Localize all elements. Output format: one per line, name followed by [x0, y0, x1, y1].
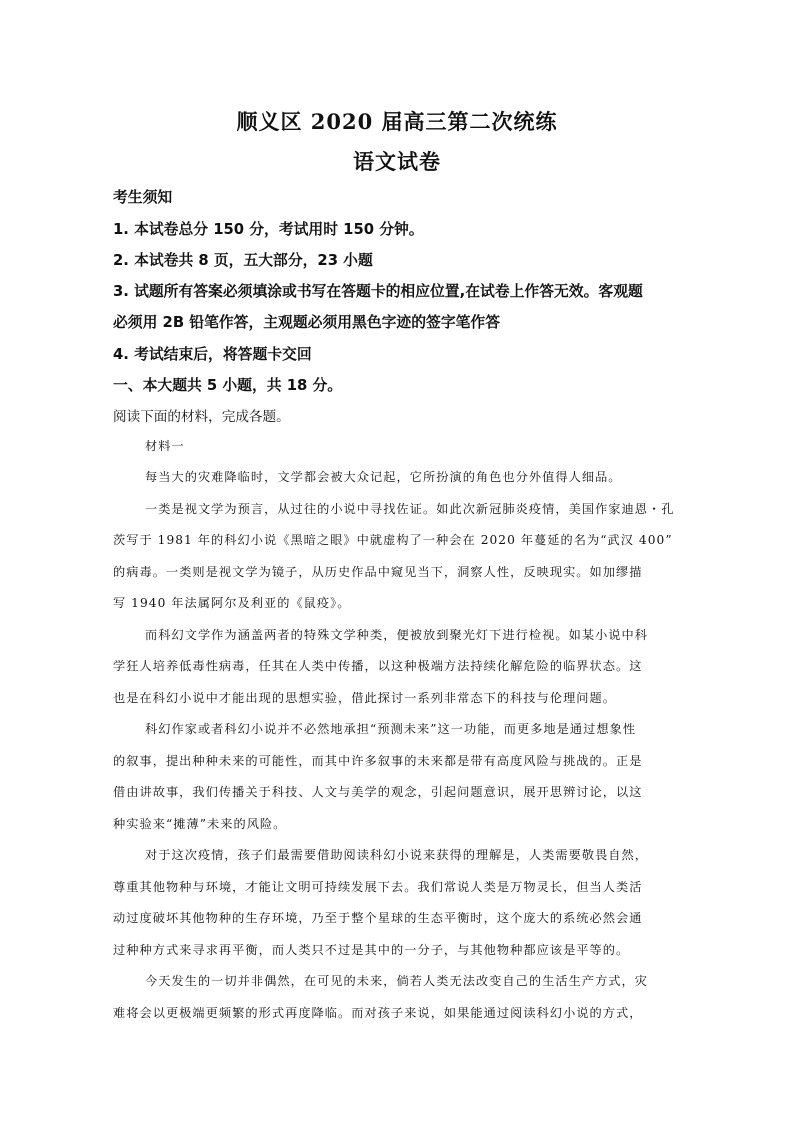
section-instruction: 阅读下面的材料，完成各题。 [113, 409, 290, 425]
material-line: 茨写于 1981 年的科幻小说《黑暗之眼》中就虚构了一种会在 2020 年蔓延的名为“武汉 400” [113, 533, 673, 547]
material-line: 过种种方式来寻求再平衡，而人类只不过是其中的一分子，与其他物种都应该是平等的。 [113, 943, 630, 957]
material-line: 每当大的灾难降临时，文学都会被大众记起，它所扮演的角色也分外值得人细品。 [145, 470, 622, 484]
notice-item: 4. 考试结束后，将答题卡交回 [113, 346, 312, 363]
material-line: 的叙事，提出种种未来的可能性，而其中许多叙事的未来都是带有高度风险与挑战的。正是 [113, 754, 643, 768]
material-line: 一类是视文学为预言，从过往的小说中寻找佐证。如此次新冠肺炎疫情，美国作家迪恩・孔 [145, 502, 675, 516]
material-line: 写 1940 年法属阿尔及利亚的《鼠疫》。 [113, 596, 351, 610]
material-line: 借由讲故事，我们传播关于科技、人文与美学的观念，引起问题意识，展开思辨讨论，以这 [113, 785, 643, 799]
material-line: 动过度破坏其他物种的生存环境，乃至于整个星球的生态平衡时，这个庞大的系统必然会通 [113, 911, 643, 925]
exam-subtitle: 语文试卷 [353, 149, 441, 174]
exam-title: 顺义区 2020 届高三第二次统练 [236, 109, 558, 134]
section-heading: 一、本大题共 5 小题，共 18 分。 [113, 377, 343, 394]
material-line: 科幻作家或者科幻小说并不必然地承担“预测未来”这一功能，而更多地是通过想象性 [145, 722, 637, 736]
notice-item: 2. 本试卷共 8 页，五大部分，23 小题 [113, 252, 373, 269]
material-line: 今天发生的一切并非偶然，在可见的未来，倘若人类无法改变自己的生活生产方式，灾 [145, 974, 649, 988]
material-line: 而科幻文学作为涵盖两者的特殊文学种类，便被放到聚光灯下进行检视。如某小说中科 [145, 628, 649, 642]
material-line: 尊重其他物种与环境，才能让文明可持续发展下去。我们常说人类是万物灵长，但当人类活 [113, 880, 643, 894]
material-line: 学狂人培养低毒性病毒，任其在人类中传播，以这种极端方法持续化解危险的临界状态。这 [113, 659, 643, 673]
material-line: 的病毒。一类则是视文学为镜子，从历史作品中窥见当下，洞察人性，反映现实。如加缪描 [113, 565, 643, 579]
notice-heading: 考生须知 [113, 189, 173, 206]
notice-item: 必须用 2B 铅笔作答，主观题必须用黑色字迹的签字笔作答 [113, 314, 501, 331]
material-line: 对于这次疫情，孩子们最需要借助阅读科幻小说来获得的理解是，人类需要敬畏自然， [145, 848, 649, 862]
material-line: 种实验来“摊薄”未来的风险。 [113, 817, 287, 831]
material-label: 材料一 [145, 439, 185, 453]
notice-item: 3. 试题所有答案必须填涂或书写在答题卡的相应位置,在试卷上作答无效。客观题 [113, 283, 643, 300]
material-line: 难将会以更极端更频繁的形式再度降临。而对孩子来说，如果能通过阅读科幻小说的方式， [113, 1006, 643, 1020]
material-line: 也是在科幻小说中才能出现的思想实验，借此探讨一系列非常态下的科技与伦理问题。 [113, 691, 617, 705]
notice-item: 1. 本试卷总分 150 分，考试用时 150 分钟。 [113, 221, 424, 238]
